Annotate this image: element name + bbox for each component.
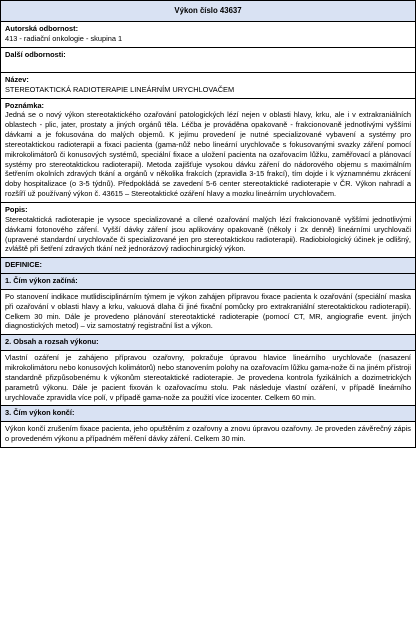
konci-label: 3. Čím výkon končí: [5, 408, 75, 418]
popis-label: Popis: [5, 205, 28, 215]
document-title: Výkon číslo 43637 [0, 0, 416, 21]
section-nazev [0, 72, 416, 98]
dalsi-odbornosti-empty [5, 60, 411, 69]
poznamka-label: Poznámka: [5, 100, 45, 110]
section-dalsi-odbornosti [0, 47, 416, 72]
definice-label: DEFINICE: [5, 260, 42, 270]
konci-text: Výkon končí zrušením fixace pacienta, jeho opuštěním z ozařovny a znovu úpravou ozařovny. Je proveden závěrečný zápis o provedeném výkonu a případném měření dávky záření. Celkem 30 min. [5, 424, 411, 444]
obsah-text: Vlastní ozáření je zahájeno přípravou ozařovny, pokračuje úpravou hlavice lineárního urychlovače (nasazení mikrokolimátoru nebo konusových kolimátorů) nebo stanovením polohy na ozařovacím lůžku gama-nože či na jiném přístroji standardně přizpůsobenému k výkonům stereotaktické radioterapie. Je provedena kontrola fyzikálních a dozimetrických parametrů výkonu. Dále je pacient fixován k ozařovacímu stolu. Pak následuje vlastní ozáření, v případě lineárního urychlovače zpravidla více polí, v případě gama-nože za použití více izocenter. Celkem 60 min. [5, 353, 411, 402]
zacina-text: Po stanovení indikace mutlidisciplinárním týmem je výkon zahájen přípravou fixace pacienta k ozařování (speciální maska při ozařování v oblasti hlavy a krku, vakuová dlaha či jiné fixační pomůcky pro extrakraniální stereotaktickou radioterapii). Celkem 30 min. Dále je provedeno plánování stereotaktické radioterapie (pomocí CT, MR, angiografie event. jiných diagnostických metod) – viz samostatný registrační list a výkon. [5, 291, 411, 331]
section-obsah-header [0, 334, 416, 350]
section-obsah-body [0, 350, 416, 405]
dalsi-odbornosti-label: Další odbornosti: [5, 50, 66, 60]
popis-text: Stereotaktická radioterapie je vysoce specializované a cílené ozařování malých lézí frakcionovaně vyššími jednotlivými dávkami fotonového záření. Vyšší dávky záření jsou aplikovány opakovaně (několy i 2x denně) lineárními urychlovači (upravené standardní urychlovače či specializované jen pro stereotaktickou radioterapii). Radiobiologický účinek je odlišný, zvláště při šetření zdravých tkání než jednorázový radiochirurgický výkon. [5, 214, 411, 254]
section-konci-body [0, 421, 416, 448]
section-konci-header [0, 405, 416, 421]
poznamka-text: Jedná se o nový výkon stereotaktického ozařování patologických lézí nejen v oblasti hlavy, krku, ale i v extrakraniálních oblastech - plic, jater, prostaty a jiných orgánů těla. Léčba je prováděna opakovaně - frakcionovaně jednotlivými vyššími dávkami a je fokusována do malých objemů. K jejímu provedení je nutné specializované vybavení a systémy pro stereotaktickou radioterapii a fixaci pacienta (gama-nůž nebo lineární urychlovače s fokusovanými svazky záření pomocí mikrokolimátorů či konusových systémů, speciální fixace a uložení pacienta na ozařovacím lůžku, zaměřovací a plánovací systémy pro stereotaktickou radioterapii). Metoda zajišťuje vysokou dávku záření do nádorového objemu s maximálním šetřením okolních zdravých tkání a orgánů v několika frakcích (zpravidla 3-15 frakcí), tím dojde i k významnému zkrácení doby hospitalizace (o 3-5 týdnů). Předpokládá se zavedení 5-6 center stereotaktické radioterapie v ČR. Výkon nahradí a rozšíří už používaný výkon č. 43615 – Stereotaktické ozáření hlavy a mozku lineárním urychlovačem. [5, 110, 411, 199]
section-definice [0, 257, 416, 273]
zacina-label: 1. Čím výkon začíná: [5, 276, 78, 286]
autorska-odbornost-label: Autorská odbornost: [5, 24, 79, 34]
section-poznamka [0, 98, 416, 202]
nazev-value: STEREOTAKTICKÁ RADIOTERAPIE LINEÁRNÍM URYCHLOVAČEM [5, 84, 235, 94]
autorska-odbornost-value: 413 - radiační onkologie - skupina 1 [5, 34, 123, 44]
section-zacina-body [0, 289, 416, 334]
nazev-label: Název: [5, 74, 29, 84]
section-popis [0, 202, 416, 257]
obsah-label: 2. Obsah a rozsah výkonu: [5, 337, 99, 347]
section-autorska-odbornost [0, 21, 416, 47]
section-zacina-header [0, 273, 416, 289]
